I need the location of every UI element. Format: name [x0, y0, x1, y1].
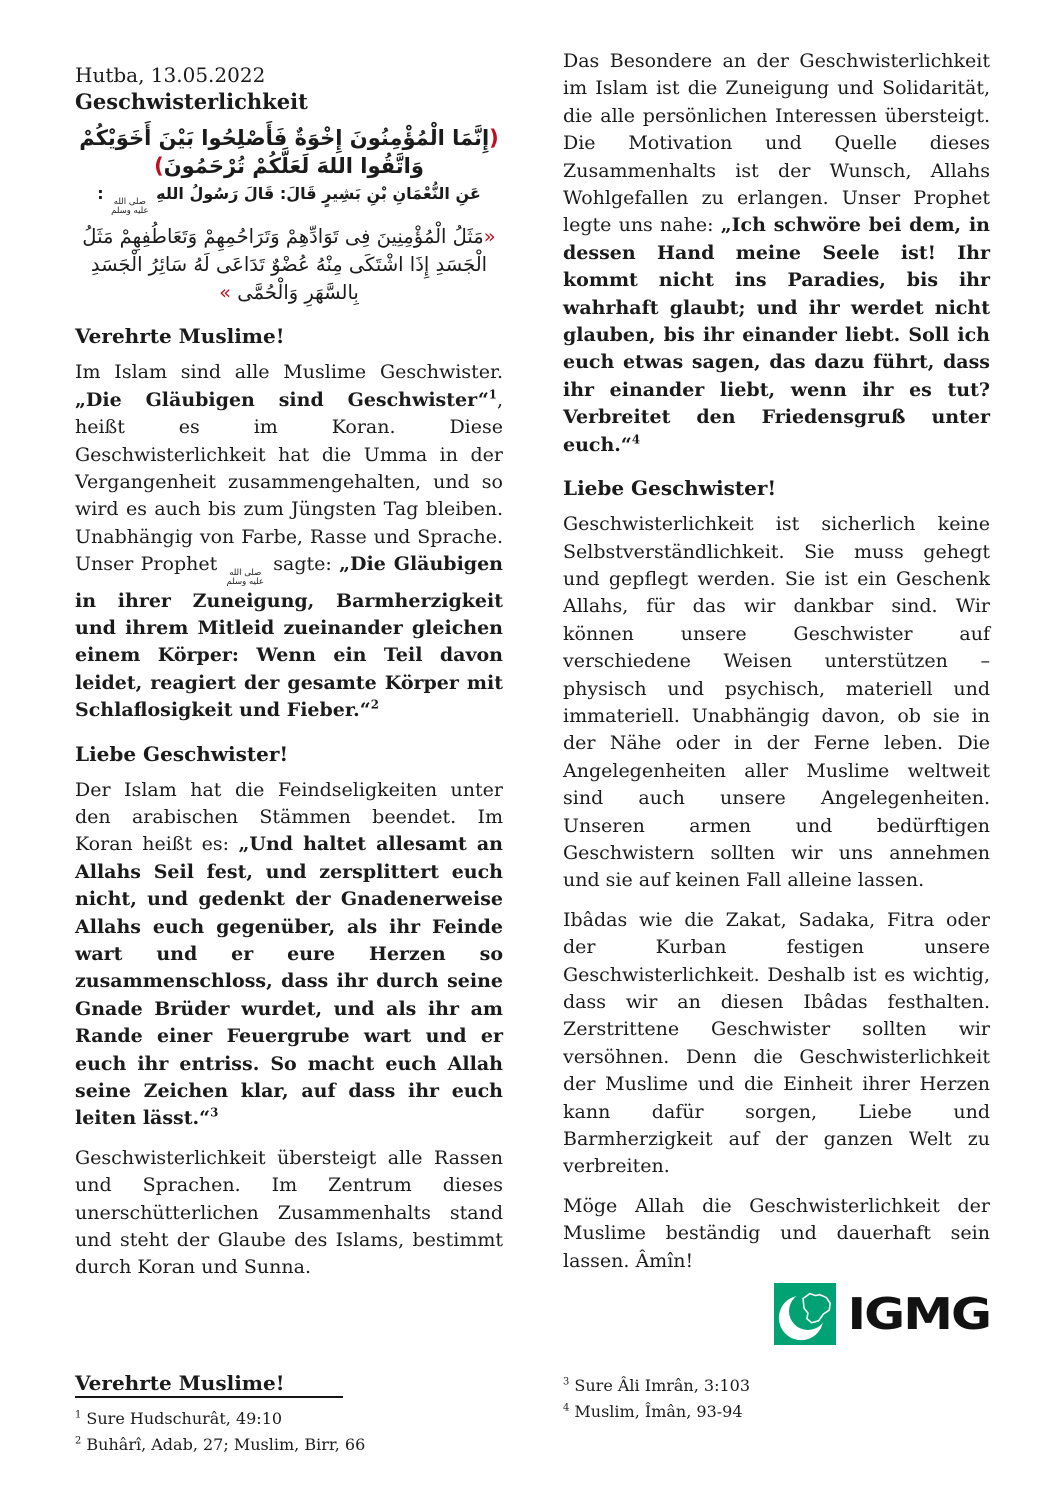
paragraph-moege-allah: Möge Allah die Geschwisterlichkeit der Muslime beständig und dauerhaft sein lassen. Âmîn!	[563, 1194, 990, 1272]
footnote-marker: 4	[563, 1402, 570, 1414]
footnote-3	[563, 1373, 990, 1399]
page-title: Geschwisterlichkeit	[75, 89, 308, 114]
paragraph-besondere: Das Besondere an der Geschwisterlichkeit im Islam ist die Zuneigung und Solidarität, die alle persönlichen Interessen übersteigt. Die Motivation und Quelle dieses Zusammenhalts ist der Wunsch, Allahs Wohlgefallen zu erlangen. Unser Prophet legte uns nahe: „Ich schwöre bei dem, in dessen Hand meine Seele ist! Ihr kommt nicht ins Paradies, bis ihr wahrhaft glaubt; und ihr werdet nicht glauben, bis ihr einander liebt. Soll ich euch etwas sagen, das dazu führt, dass ihr einander liebt, wenn ihr es tut? Verbreitet den Friedensgruß unter euch.“$^4$	[563, 50, 990, 456]
footnote-spacer	[563, 1363, 990, 1373]
footnote-text: Sure Hudschurât, 49:10	[86, 1408, 283, 1428]
arabic-narrator-line: عَنِ النُّعْمَانِ بْنِ بَشِيرٍ قَالَ: قَالَ رَسُولُ اللهِ صلى الله عليه وسلم :	[97, 184, 481, 217]
paragraph-rassen-sprachen: Geschwisterlichkeit übersteigt alle Rassen und Sprachen. Im Zentrum dieses unerschütterlichen Zusammenhalts stand und steht der Glaube des Islams, bestimmt durch Koran und Sunna.	[75, 1146, 503, 1279]
footnote-1	[75, 1406, 503, 1432]
heading-liebe-geschwister-right: Liebe Geschwister!	[563, 476, 777, 501]
arabic-hadith-text: «مَثَلُ الْمُؤْمِنِينَ فِى تَوَادِّهِمْ وَتَرَاحُمِهِمْ وَتَعَاطُفِهِمْ مَثَلُ الْجَسَدِ إِذَا اشْتَكَى مِنْهُ عُضْوٌ تَدَاعَى لَهُ سَائِرُ الْجَسَدِ بِالسَّهَرِ وَالْحُمَّى »	[82, 225, 496, 305]
saw-ligature-icon: صلى الله عليه وسلم	[226, 568, 264, 588]
igmg-logo-text: IGMG	[847, 1288, 990, 1340]
heading-liebe-geschwister-left: Liebe Geschwister!	[75, 741, 289, 766]
footnote-2	[75, 1432, 503, 1458]
left-footnote-block	[75, 1396, 503, 1458]
heading-verehrte-muslime-bottom: Verehrte Muslime!	[75, 1370, 285, 1395]
footnote-4	[563, 1399, 990, 1425]
igmg-logo	[774, 1283, 990, 1345]
crescent-europe-icon	[774, 1283, 836, 1345]
paragraph-selbstverstaendlichkeit: Geschwisterlichkeit ist sicherlich keine Selbstverständlichkeit. Sie muss gehegt und gepflegt werden. Sie ist ein Geschenk Allahs, für das wir dankbar sind. Wir können unsere Geschwister auf verschiedene Weisen unterstützen – physisch und psychisch, materiell und immateriell. Unabhängig davon, ob sie in der Nähe oder in der Ferne leben. Die Angelegenheiten aller Muslime weltweit sind auch unsere Angelegenheiten. Unseren armen und bedürftigen Geschwistern sollten wir uns annehmen und sie auf keinen Fall alleine lassen.	[563, 513, 990, 892]
paragraph-islam-geschwister: Im Islam sind alle Muslime Geschwister. „Die Gläubigen sind Geschwister“$^1$, heißt es im Koran. Diese Geschwisterlichkeit hat die Umma in der Vergangenheit zusammengehalten, und so wird es auch bis zum Jüngsten Tag bleiben. Unabhängig von Farbe, Rasse und Sprache. Unser Prophet صلى الله عليه وسلم sagte: „Die Gläubigen in ihrer Zuneigung, Barmherzigkeit und ihrem Mitleid zueinander gleichen einem Körper: Wenn ein Teil davon leidet, reagiert der gesamte Körper mit Schlaflosigkeit und Fieber.“$^2$	[75, 361, 503, 722]
footnote-text: Sure Âli Imrân, 3:103	[574, 1376, 751, 1395]
arabic-quran-verse: (إِنَّمَا الْمُؤْمِنُونَ إِخْوَةٌ فَأَصْلِحُوا بَيْنَ أَخَوَيْكُمْ وَاتَّقُوا اللهَ لَعَلَّكُمْ تُرْحَمُونَ)	[79, 126, 499, 178]
footnote-text: Muslim, Îmân, 93-94	[574, 1402, 743, 1421]
paragraph-ibadas: Ibâdas wie die Zakat, Sadaka, Fitra oder der Kurban festigen unsere Geschwisterlichkeit. Deshalb ist es wichtig, dass wir an diesen Ibâdas festhalten. Zerstrittene Geschwister sollten wir versöhnen. Denn die Geschwisterlichkeit der Muslime und die Einheit ihrer Herzen kann dafür sorgen, Liebe und Barmherzigkeit auf der ganzen Welt zu verbreiten.	[563, 908, 990, 1178]
paragraph-feindseligkeiten: Der Islam hat die Feindseligkeiten unter den arabischen Stämmen beendet. Im Koran heißt es: „Und haltet allesamt an Allahs Seil fest, und zersplittert euch nicht, und gedenkt der Gnadenerweise Allahs euch gegenüber, als ihr Feinde wart und er eure Herzen so zusammenschloss, dass ihr durch seine Gnade Brüder wurdet, und als ihr am Rande einer Feuergrube wart und er euch ihr entriss. So macht euch Allah seine Zeichen klar, auf dass ihr euch leiten lässt.“$^3$	[75, 778, 504, 1130]
footnote-marker: 3	[563, 1376, 570, 1388]
footnote-marker: 2	[75, 1435, 82, 1447]
footnote-text: Buhârî, Adab, 27; Muslim, Birr, 66	[86, 1434, 366, 1454]
footnote-marker: 1	[75, 1409, 82, 1421]
footnote-separator-line	[75, 1396, 343, 1398]
right-footnote-block	[563, 1363, 990, 1425]
heading-verehrte-muslime: Verehrte Muslime!	[75, 324, 285, 349]
left-column	[75, 48, 504, 1454]
date-line: Hutba, 13.05.2022	[75, 63, 266, 87]
saw-ligature-icon: صلى الله عليه وسلم	[111, 197, 149, 217]
right-column	[563, 48, 990, 1425]
